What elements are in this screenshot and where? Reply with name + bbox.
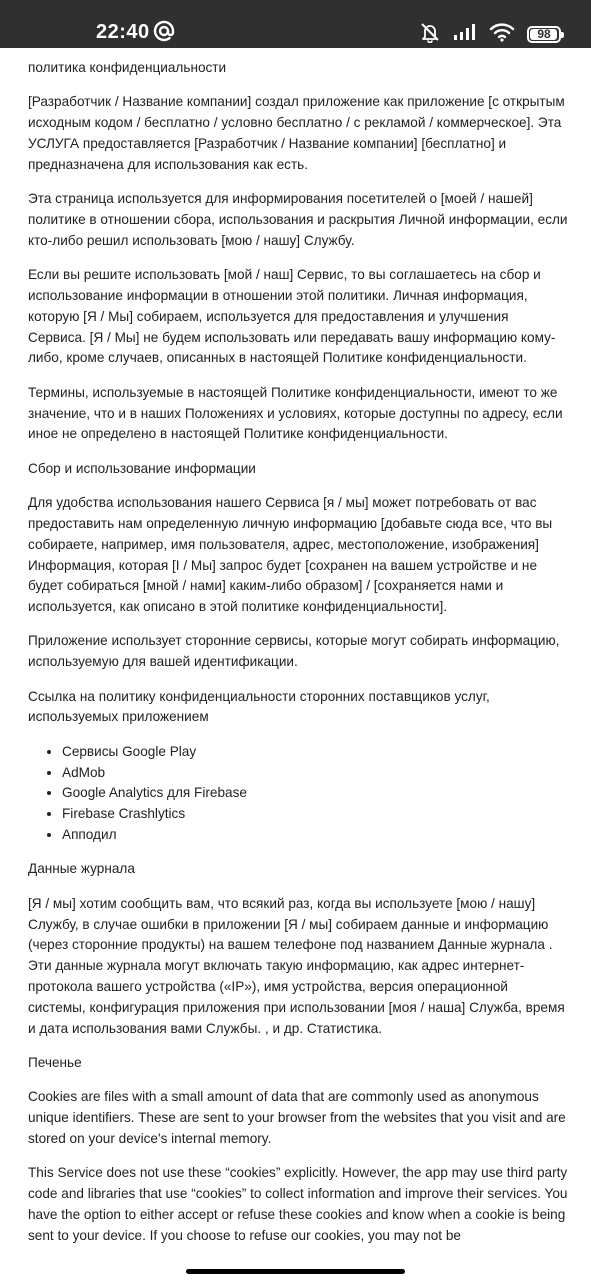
at-sign-icon: [153, 20, 175, 42]
policy-paragraph: [Разработчик / Название компании] создал приложение как приложение [с открытым исходным кодом / бесплатно / условно бесплатно / с рекламой / коммерческое]. Эта УСЛУГА предоставляется [Разработчик / Название компании] [бесплатно] и предназначена для использования как есть.: [28, 94, 565, 172]
home-indicator[interactable]: [186, 1269, 405, 1274]
policy-heading: политика конфиденциальности: [28, 60, 227, 75]
policy-paragraph: Для удобства использования нашего Сервиса [я / мы] может потребовать от вас предоставить нам определенную личную информацию [добавьте сюда все, что вы собираете, например, имя пользователя, адрес, местоположение, изображения] Информация, которая [I / Мы] запрос будет [сохранен на вашем устройстве и не будет собираться [мной / нами] каким-либо образом] / [сохраняется нами и используется, как описано в этой политике конфиденциальности].: [28, 495, 553, 615]
policy-paragraph: Cookies are files with a small amount of data that are commonly used as anonymous unique identifiers. These are sent to your browser from the websites that you visit and are stored on your device's internal memory.: [28, 1089, 566, 1146]
policy-paragraph: Эта страница используется для информирования посетителей о [моей / нашей] политике в отношении сбора, использования и раскрытия Личной информации, если кто-либо решил использовать [мою / нашу] Службу.: [28, 191, 568, 248]
service-item: • Сервисы Google Play: [62, 742, 568, 763]
policy-content: [28, 58, 568, 1260]
navigation-bar: [0, 1260, 591, 1280]
service-item: • Google Analytics для Firebase: [62, 783, 568, 804]
battery-level: 98: [537, 26, 551, 41]
section-heading-log-data: Данные журнала: [28, 861, 135, 877]
policy-paragraph: [Я / мы] хотим сообщить вам, что всякий раз, когда вы используете [мою / нашу] Службу, в случае ошибки в приложении [Я / мы] собираем данные и информацию (через сторонние продукты) на вашем телефоне под названием Данные журнала . Эти данные журнала могут включать такую информацию, как адрес интернет-протокола вашего устройства («IP»), имя устройства, версия операционной системы, конфигурация приложения при использовании [моя / наша] Служба, время и дата использования вами Службы. , и др. Статистика.: [28, 895, 565, 1036]
policy-paragraph: Если вы решите использовать [мой / наш] Сервис, то вы соглашаетесь на сбор и использование информации в отношении этой политики. Личная информация, которую [Я / Мы] собираем, используется для предоставления и улучшения Сервиса. [Я / Мы] не будем использовать или передавать вашу информацию кому-либо, кроме случаев, описанных в настоящей Политике конфиденциальности.: [28, 267, 556, 366]
section-heading-collection: Сбор и использование информации: [28, 460, 256, 476]
status-bar: [0, 0, 591, 48]
policy-paragraph: This Service does not use these “cookies” explicitly. However, the app may use third party code and libraries that use “cookies” to collect information and improve their services. You have the option to either accept or refuse these cookies and know when a cookie is being sent to your device. If you choose to refuse our cookies, you may not be: [28, 1165, 568, 1243]
services-list: [28, 742, 568, 846]
signal-icon: [453, 23, 477, 46]
policy-paragraph: Приложение использует сторонние сервисы, которые могут собирать информацию, используемую для вашей идентификации.: [28, 633, 560, 670]
section-heading-cookies: Печенье: [28, 1055, 82, 1070]
service-item: • AdMob: [62, 763, 568, 784]
service-item: • Firebase Crashlytics: [62, 804, 568, 825]
status-time: 22:40: [96, 21, 150, 43]
battery-icon: [527, 26, 561, 43]
service-item: • Апподил: [62, 825, 568, 846]
status-icons: [419, 22, 561, 46]
wifi-icon: [489, 22, 515, 47]
battery-tip: [561, 32, 564, 38]
policy-paragraph: Термины, используемые в настоящей Политике конфиденциальности, имеют то же значение, что и в наших Положениях и условиях, которые доступны по адресу, если иное не определено в настоящей Политике конфиденциальности.: [28, 384, 563, 442]
bell-off-icon: [419, 21, 441, 48]
policy-paragraph: Ссылка на политику конфиденциальности сторонних поставщиков услуг, используемых приложением: [28, 688, 490, 725]
